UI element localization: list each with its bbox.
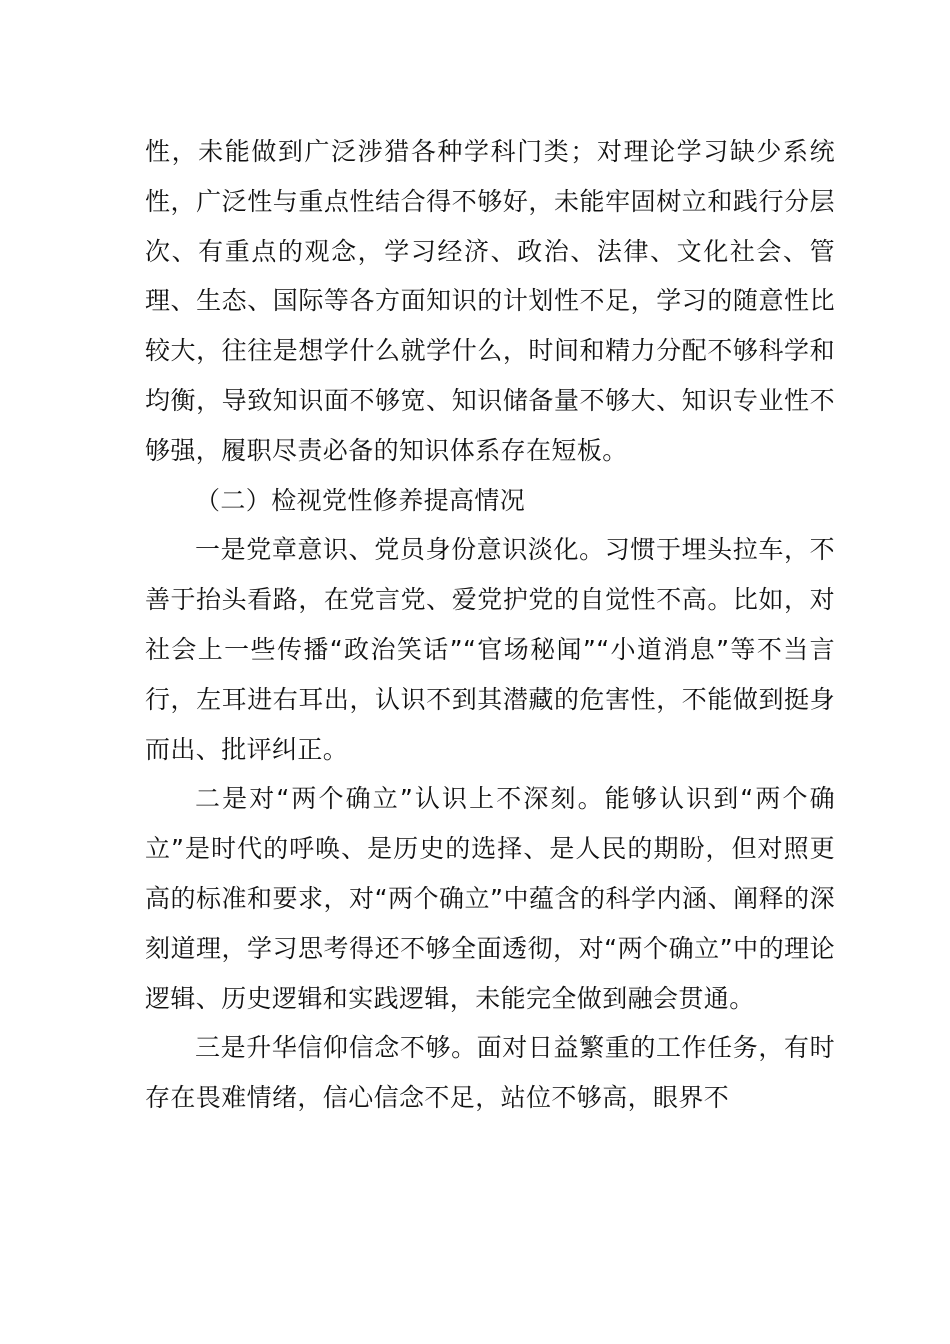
paragraph-party-awareness: 一是党章意识、党员身份意识淡化。习惯于埋头拉车，不善于抬头看路，在党言党、爱党护党的自觉性不高。比如，对社会上一些传播“政治笑话”“官场秘闻”“小道消息”等不当言行，左耳进右耳出，认识不到其潜藏的危害性，不能做到挺身而出、批评纠正。 — [145, 535, 835, 764]
paragraph-continuation: 性，未能做到广泛涉猎各种学科门类；对理论学习缺少系统性，广泛性与重点性结合得不够好，未能牢固树立和践行分层次、有重点的观念，学习经济、政治、法律、文化社会、管理、生态、国际等各方面知识的计划性不足，学习的随意性比较大，往往是想学什么就学什么，时间和精力分配不够科学和均衡，导致知识面不够宽、知识储备量不够大、知识专业性不够强，履职尽责必备的知识体系存在短板。 — [145, 137, 835, 465]
document-body — [145, 127, 835, 1123]
paragraph-faith-belief: 三是升华信仰信念不够。面对日益繁重的工作任务，有时存在畏难情绪，信心信念不足，站位不够高，眼界不 — [145, 1033, 835, 1113]
section-heading: （二）检视党性修养提高情况 — [195, 485, 526, 515]
paragraph-two-establishments: 二是对“两个确立”认识上不深刻。能够认识到“两个确立”是时代的呼唤、是历史的选择、是人民的期盼，但对照更高的标准和要求，对“两个确立”中蕴含的科学内涵、阐释的深刻道理，学习思考得还不够全面透彻，对“两个确立”中的理论逻辑、历史逻辑和实践逻辑，未能完全做到融会贯通。 — [145, 784, 835, 1013]
